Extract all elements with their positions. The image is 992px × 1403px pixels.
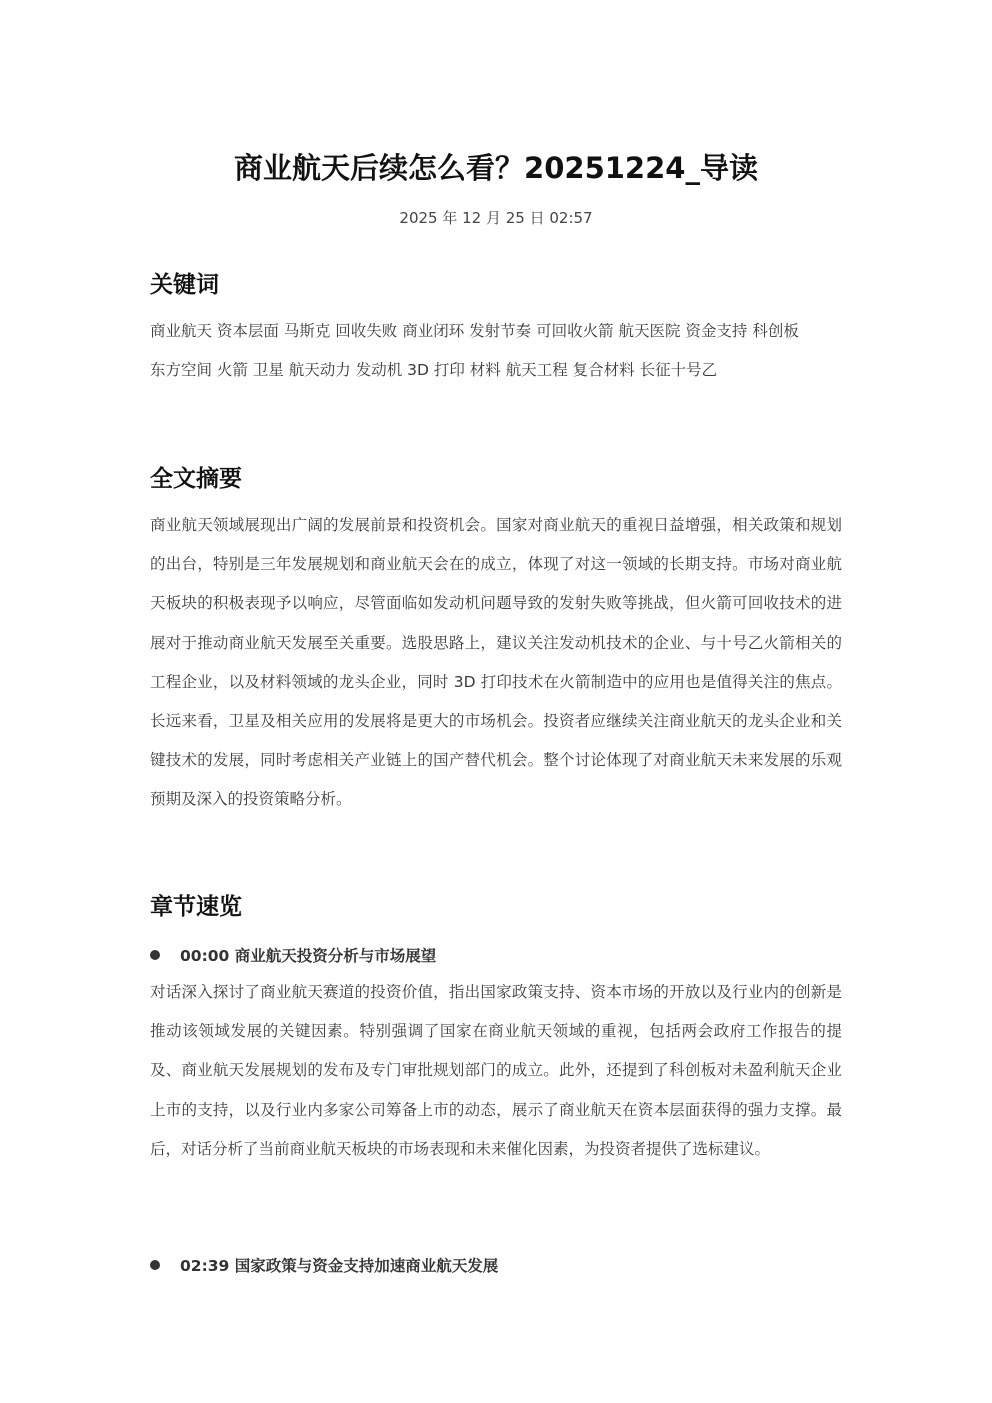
keywords-line-1: 商业航天 资本层面 马斯克 回收失败 商业闭环 发射节奏 可回收火箭 航天医院 资金支持 科创板 <box>150 322 799 340</box>
chapter-title: 02:39 国家政策与资金支持加速商业航天发展 <box>180 1257 499 1275</box>
summary-text: 商业航天领域展现出广阔的发展前景和投资机会。国家对商业航天的重视日益增强，相关政策和规划的出台，特别是三年发展规划和商业航天会在的成立，体现了对这一领域的长期支持。市场对商业航天板块的积极表现予以响应，尽管面临如发动机问题导致的发射失败等挑战，但火箭可回收技术的进展对于推动商业航天发展至关重要。选股思路上，建议关注发动机技术的企业、与十号乙火箭相关的工程企业，以及材料领域的龙头企业，同时 3D 打印技术在火箭制造中的应用也是值得关注的焦点。长远来看，卫星及相关应用的发展将是更大的市场机会。投资者应继续关注商业航天的龙头企业和关键技术的发展，同时考虑相关产业链上的国产替代机会。整个讨论体现了对商业航天未来发展的乐观预期及深入的投资策略分析。 <box>150 516 842 809</box>
chapter-title: 00:00 商业航天投资分析与市场展望 <box>180 947 437 965</box>
chapter-text: 对话深入探讨了商业航天赛道的投资价值，指出国家政策支持、资本市场的开放以及行业内的创新是推动该领域发展的关键因素。特别强调了国家在商业航天领域的重视，包括两会政府工作报告的提及、商业航天发展规划的发布及专门审批规划部门的成立。此外，还提到了科创板对未盈利航天企业上市的支持，以及行业内多家公司筹备上市的动态，展示了商业航天在资本层面获得的强力支撑。最后，对话分析了当前商业航天板块的市场表现和未来催化因素，为投资者提供了选标建议。 <box>150 983 842 1158</box>
document-date: 2025 年 12 月 25 日 02:57 <box>399 209 593 227</box>
chapter-item <box>150 944 842 968</box>
document-title: 商业航天后续怎么看？20251224_导读 <box>234 151 758 185</box>
chapter-item <box>150 1254 842 1278</box>
bullet-icon <box>150 950 160 960</box>
summary-heading: 全文摘要 <box>150 466 242 492</box>
keywords-line-2: 东方空间 火箭 卫星 航天动力 发动机 3D 打印 材料 航天工程 复合材料 长征十号乙 <box>150 361 718 379</box>
chapters-heading: 章节速览 <box>150 894 242 920</box>
keywords-heading: 关键词 <box>150 272 219 298</box>
bullet-icon <box>150 1260 160 1270</box>
